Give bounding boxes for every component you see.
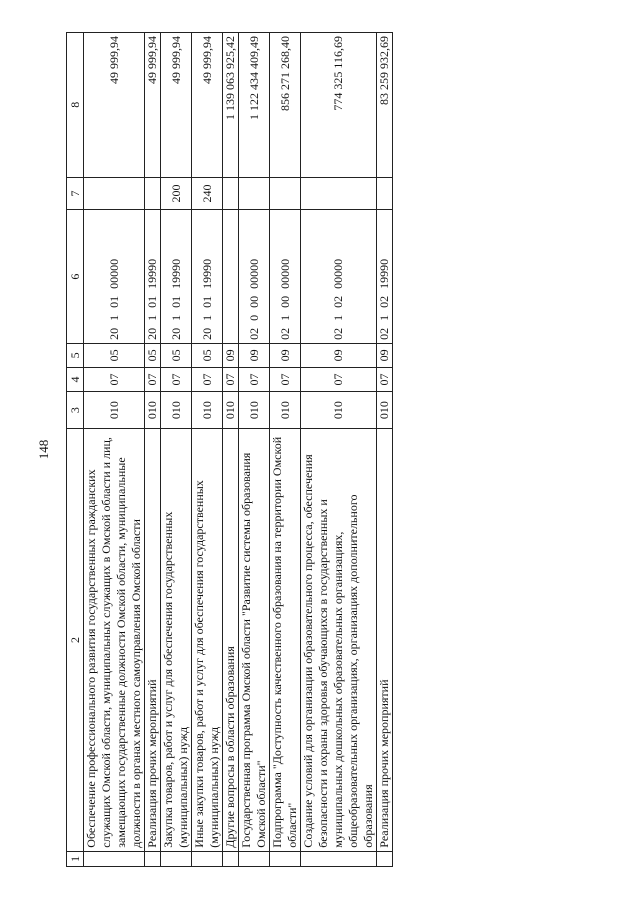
header-col-3: 3	[67, 392, 84, 429]
row-vr-cell	[145, 177, 161, 210]
row-csr-cell: 20 1 01 19990	[145, 210, 161, 344]
header-col-6: 6	[67, 210, 84, 344]
table-row	[301, 33, 377, 867]
row-grs-cell: 010	[239, 392, 270, 429]
row-pr-cell: 05	[145, 343, 161, 367]
row-sum-cell: 49 999,94	[161, 33, 192, 178]
row-grs-cell: 010	[161, 392, 192, 429]
row-grs-cell: 010	[301, 392, 377, 429]
row-index-cell	[301, 851, 377, 866]
row-name-cell: Подпрограмма "Доступность качественного образования на территории Омской области"	[270, 429, 301, 851]
row-name-cell: Другие вопросы в области образования	[223, 429, 239, 851]
row-sum-cell: 83 259 932,69	[377, 33, 393, 178]
header-col-4: 4	[67, 367, 84, 391]
row-sum-cell: 49 999,94	[145, 33, 161, 178]
row-rz-cell: 07	[270, 367, 301, 391]
row-rz-cell: 07	[239, 367, 270, 391]
row-sum-cell: 1 139 063 925,42	[223, 33, 239, 178]
row-index-cell	[84, 851, 145, 866]
row-pr-cell: 09	[377, 343, 393, 367]
row-csr-cell: 20 1 01 19990	[192, 210, 223, 344]
header-col-5: 5	[67, 343, 84, 367]
row-index-cell	[270, 851, 301, 866]
table-body	[84, 33, 393, 867]
row-sum-cell: 49 999,94	[192, 33, 223, 178]
table-row	[239, 33, 270, 867]
row-pr-cell: 09	[239, 343, 270, 367]
row-pr-cell: 09	[270, 343, 301, 367]
row-csr-cell: 20 1 01 19990	[161, 210, 192, 344]
row-csr-cell: 02 1 00 00000	[270, 210, 301, 344]
header-row	[67, 33, 84, 867]
row-vr-cell: 200	[161, 177, 192, 210]
row-grs-cell: 010	[84, 392, 145, 429]
row-csr-cell: 02 1 02 19990	[377, 210, 393, 344]
row-grs-cell: 010	[377, 392, 393, 429]
row-vr-cell: 240	[192, 177, 223, 210]
row-index-cell	[161, 851, 192, 866]
row-csr-cell: 20 1 01 00000	[84, 210, 145, 344]
row-rz-cell: 07	[192, 367, 223, 391]
row-name-cell: Реализация прочих мероприятий	[145, 429, 161, 851]
header-col-2: 2	[67, 429, 84, 851]
table-row	[161, 33, 192, 867]
row-pr-cell: 05	[192, 343, 223, 367]
row-rz-cell: 07	[223, 367, 239, 391]
row-index-cell	[377, 851, 393, 866]
row-sum-cell: 856 271 268,40	[270, 33, 301, 178]
table-row	[145, 33, 161, 867]
table-row	[270, 33, 301, 867]
row-name-cell: Иные закупки товаров, работ и услуг для обеспечения государственных (муниципальных) нужд	[192, 429, 223, 851]
row-rz-cell: 07	[145, 367, 161, 391]
row-name-cell: Обеспечение профессионального развития государственных гражданских служащих Омской области, муниципальных служащих в Омской области и лиц, замещающих государственные должности Омской области, муниципальные должности в органах местного самоуправления Омской области	[84, 429, 145, 851]
budget-table	[66, 32, 393, 867]
row-index-cell	[145, 851, 161, 866]
row-grs-cell: 010	[223, 392, 239, 429]
header-col-8: 8	[67, 33, 84, 178]
row-name-cell: Реализация прочих мероприятий	[377, 429, 393, 851]
row-grs-cell: 010	[270, 392, 301, 429]
table-row	[84, 33, 145, 867]
row-vr-cell	[84, 177, 145, 210]
row-index-cell	[223, 851, 239, 866]
row-rz-cell: 07	[84, 367, 145, 391]
row-rz-cell: 07	[377, 367, 393, 391]
row-name-cell: Закупка товаров, работ и услуг для обеспечения государственных (муниципальных) нужд	[161, 429, 192, 851]
row-pr-cell: 09	[301, 343, 377, 367]
row-csr-cell: 02 1 02 00000	[301, 210, 377, 344]
row-pr-cell: 05	[84, 343, 145, 367]
row-csr-cell	[223, 210, 239, 344]
row-pr-cell: 09	[223, 343, 239, 367]
header-col-1: 1	[67, 851, 84, 866]
header-col-7: 7	[67, 177, 84, 210]
row-csr-cell: 02 0 00 00000	[239, 210, 270, 344]
row-pr-cell: 05	[161, 343, 192, 367]
table-row	[192, 33, 223, 867]
table-row	[223, 33, 239, 867]
row-vr-cell	[270, 177, 301, 210]
row-vr-cell	[239, 177, 270, 210]
row-index-cell	[192, 851, 223, 866]
row-sum-cell: 1 122 434 409,49	[239, 33, 270, 178]
row-sum-cell: 49 999,94	[84, 33, 145, 178]
row-index-cell	[239, 851, 270, 866]
row-vr-cell	[223, 177, 239, 210]
row-grs-cell: 010	[145, 392, 161, 429]
row-name-cell: Государственная программа Омской области "Развитие системы образования Омской области"	[239, 429, 270, 851]
row-vr-cell	[301, 177, 377, 210]
row-sum-cell: 774 325 116,69	[301, 33, 377, 178]
row-rz-cell: 07	[301, 367, 377, 391]
page-number: 148	[36, 439, 51, 460]
row-vr-cell	[377, 177, 393, 210]
table-row	[377, 33, 393, 867]
row-rz-cell: 07	[161, 367, 192, 391]
row-grs-cell: 010	[192, 392, 223, 429]
rotated-page	[36, 32, 556, 867]
row-name-cell: Создание условий для организации образовательного процесса, обеспечения безопасности и охраны здоровья обучающихся в государственных и муниципальных дошкольных образовательных организациях, общеобразовательных организациях, организациях дополнительного образования	[301, 429, 377, 851]
